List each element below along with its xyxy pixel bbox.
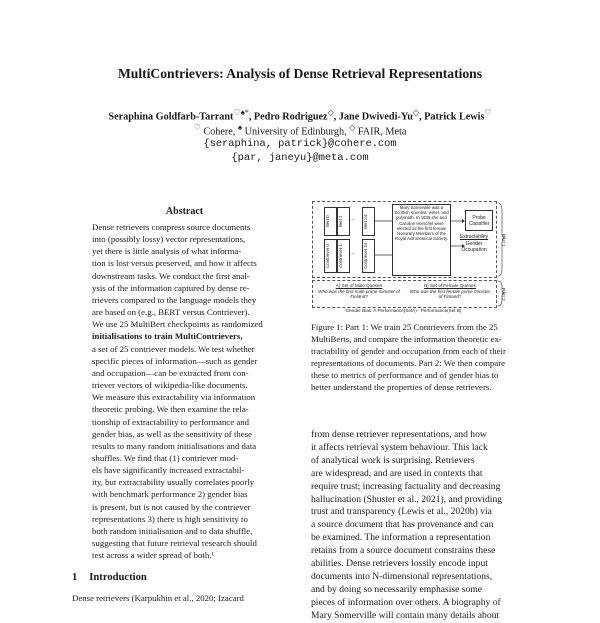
abstract-line: representations 3) there is high sensitivity to <box>92 513 248 524</box>
female-query-text: Who was the first female prime minister of Finland? <box>409 288 491 300</box>
abstract-line: test across a wider spread of both.¹ <box>92 550 215 561</box>
abstract-line: yet there is little analysis of what informa- <box>92 246 242 257</box>
female-query-set <box>408 283 492 300</box>
affiliation-mark: ♠ <box>237 123 243 132</box>
gender-bias-formula: Gender Bias: A Performance(SetA) - Performance(Set B) <box>345 308 462 313</box>
abstract-line: specific pieces of information—such as gender <box>92 355 258 366</box>
male-query-text: Who was the first male prime minister of Finland? <box>318 288 400 300</box>
email-line: {seraphina, patrick}@cohere.com <box>203 138 397 150</box>
author-list <box>0 108 600 122</box>
example-document: Mary Somerville was a Scottish scientist, writer, and polymath. In 1835 she and Caroline Herschel were elected as the first female Honorary Members of the Royal Astronomical Society. <box>392 204 451 276</box>
contriever-model: Contriever 24 <box>362 239 375 273</box>
extractability-label <box>454 234 494 254</box>
body-line: and by doing so necessarily emphasise some <box>311 583 483 595</box>
email-line: {par, janeyu}@meta.com <box>231 152 369 164</box>
abstract-line: We measure this extractability via information <box>92 392 256 403</box>
body-line: be examined. The information a representation <box>311 532 491 544</box>
abstract-line: is present, but is not caused by the contriever <box>92 501 251 512</box>
abstract-line: ity, but extractability usually correlates poorly <box>92 477 255 488</box>
body-line: a source document that has provenance and can <box>311 519 494 531</box>
body-line: Mary Somerville will contain many details about <box>311 609 500 621</box>
abstract-line: suggesting that future retrieval research should <box>92 538 257 549</box>
affiliation-mark: ◇ <box>412 108 420 117</box>
abstract-line: shuffles. We find that (1) contriever mod- <box>92 452 239 463</box>
caption-line: Figure 1: Part 1: We train 25 Contrievers from the 25 <box>311 322 498 332</box>
author-name: Pedro Rodriguez <box>253 111 328 123</box>
ellipsis-icon: ⋯ <box>350 251 355 256</box>
author-name: Jane Dwivedi-Yu <box>338 111 413 123</box>
author-separator: , <box>248 111 254 123</box>
abstract-line: a set of 25 contriever models. We test whether <box>92 343 255 354</box>
affiliation-text: Cohere, <box>200 126 238 138</box>
abstract-line: Dense retrievers compress source documents <box>92 222 251 232</box>
extractability-text: Extractability <box>459 234 489 240</box>
body-line: are widespread, and are used in contexts that <box>311 467 483 479</box>
caption-line: MultiBerts, and compare the information theoretic ex- <box>311 334 502 345</box>
affiliation-mark: ◇ <box>327 108 334 117</box>
abstract-line: trievers compared to the language models they <box>92 294 257 305</box>
abstract-body <box>92 221 278 561</box>
intro-first-line: Dense retrievers (Karpukhin et al., 2020; Izacard <box>72 593 244 603</box>
male-query-set <box>318 283 400 300</box>
body-line: trust and transparency (Lewis et al., 2020b) via <box>311 506 492 518</box>
caption-line: these to metrics of performance and of gender bias to <box>311 370 499 381</box>
contriever-model: Contriever 1 <box>337 239 350 273</box>
body-line: pieces of information over others. A biography of <box>311 596 501 608</box>
body-line: require trust; increasing factuality and decreasing <box>311 480 501 492</box>
abstract-line: are based on (e.g., BERT versus Contriever). <box>92 307 250 318</box>
bert-model: Bert 24 <box>362 207 375 236</box>
female-query-title: B) Set of Female Queries <box>424 283 476 288</box>
abstract-line: gender bias, as well as the sensitivity of these <box>92 428 253 439</box>
abstract-line: theoretic probing. We then examine the rela- <box>92 404 249 415</box>
abstract-line: into (possibly lossy) vector representations, <box>92 234 246 245</box>
abstract-line: els have significantly increased extractabil- <box>92 465 245 476</box>
author-separator: , <box>333 111 339 123</box>
section-number: 1 <box>72 572 78 583</box>
affiliation-mark: ♡♠* <box>233 108 249 117</box>
contriever-model: Contriever 0 <box>324 239 337 273</box>
paper-title: MultiContrievers: Analysis of Dense Retrieval Representations <box>117 66 483 81</box>
abstract-line: initialisations to train MultiContrievers, <box>92 331 243 342</box>
affiliation-mark: ◇ <box>349 123 356 132</box>
bert-model: Bert 0 <box>324 207 337 236</box>
author-name: Seraphina Goldfarb-Tarrant <box>108 111 234 123</box>
body-line: abilities. Dense retrievers lossily encode input <box>311 558 488 570</box>
section-title: Introduction <box>89 572 147 583</box>
author-separator: , <box>419 111 425 123</box>
body-line: documents into N-dimensional representations, <box>311 570 493 582</box>
abstract-line: We use 25 MultiBert checkpoints as randomized <box>92 319 263 330</box>
affiliation-text: FAIR, Meta <box>355 126 407 138</box>
figure-caption <box>311 321 529 394</box>
male-query-title: A) Set of Male Queries <box>335 283 383 288</box>
occupation-text: Occupation <box>461 247 487 253</box>
abstract-line: both random initialisation and to data shuffle, <box>92 525 253 536</box>
body-line: hallucination (Shuster et al., 2021), and providing <box>311 493 503 505</box>
caption-line: representations of documents. Part 2: We then compare <box>311 358 506 369</box>
affiliations <box>0 123 600 137</box>
body-line: from dense retriever representations, and how <box>311 429 487 440</box>
part1-label: Part 1 <box>500 234 505 247</box>
abstract-line: downstream tasks. We conduct the first anal- <box>92 270 250 281</box>
figure-1 <box>312 201 517 319</box>
body-line: retains from a source document constrains these <box>311 545 496 557</box>
section-heading <box>72 572 159 583</box>
author-name: Patrick Lewis <box>424 111 485 123</box>
abstract-line: tion is lost versus preserved, and how it affects <box>92 258 257 269</box>
affiliation-text: University of Edinburgh, <box>242 126 350 138</box>
bert-model: Bert 1 <box>337 207 350 236</box>
part2-label: Part 2 <box>500 288 505 301</box>
abstract-line: tionship of extractability to performance and <box>92 416 250 427</box>
gender-text: Gender <box>465 240 483 247</box>
body-line: of analytical work is surprising. Retrievers <box>311 454 475 466</box>
abstract-line: and occupation—can be extracted from con- <box>92 367 249 378</box>
abstract-line: results to many random initialisations and data <box>92 440 257 451</box>
affiliation-mark: ♡ <box>193 123 201 132</box>
caption-line: tractability of gender and occupation from each of their <box>311 346 506 357</box>
abstract-heading: Abstract <box>165 206 204 217</box>
caption-line: better understand the properties of dense retrievers. <box>311 382 492 393</box>
intro-body <box>311 429 529 623</box>
abstract-line: ysis of the information captured by dense re- <box>92 282 250 293</box>
affiliation-mark: ♡ <box>484 108 492 117</box>
abstract-line: triever vectors of wikipedia-like documents. <box>92 380 248 391</box>
ellipsis-icon: ⋯ <box>350 217 355 222</box>
abstract-line: with benchmark performance 2) gender bias <box>92 489 248 500</box>
probe-classifier: Probe Classifier <box>465 210 493 231</box>
body-line: it affects retrieval system behaviour. This lack <box>311 441 488 453</box>
